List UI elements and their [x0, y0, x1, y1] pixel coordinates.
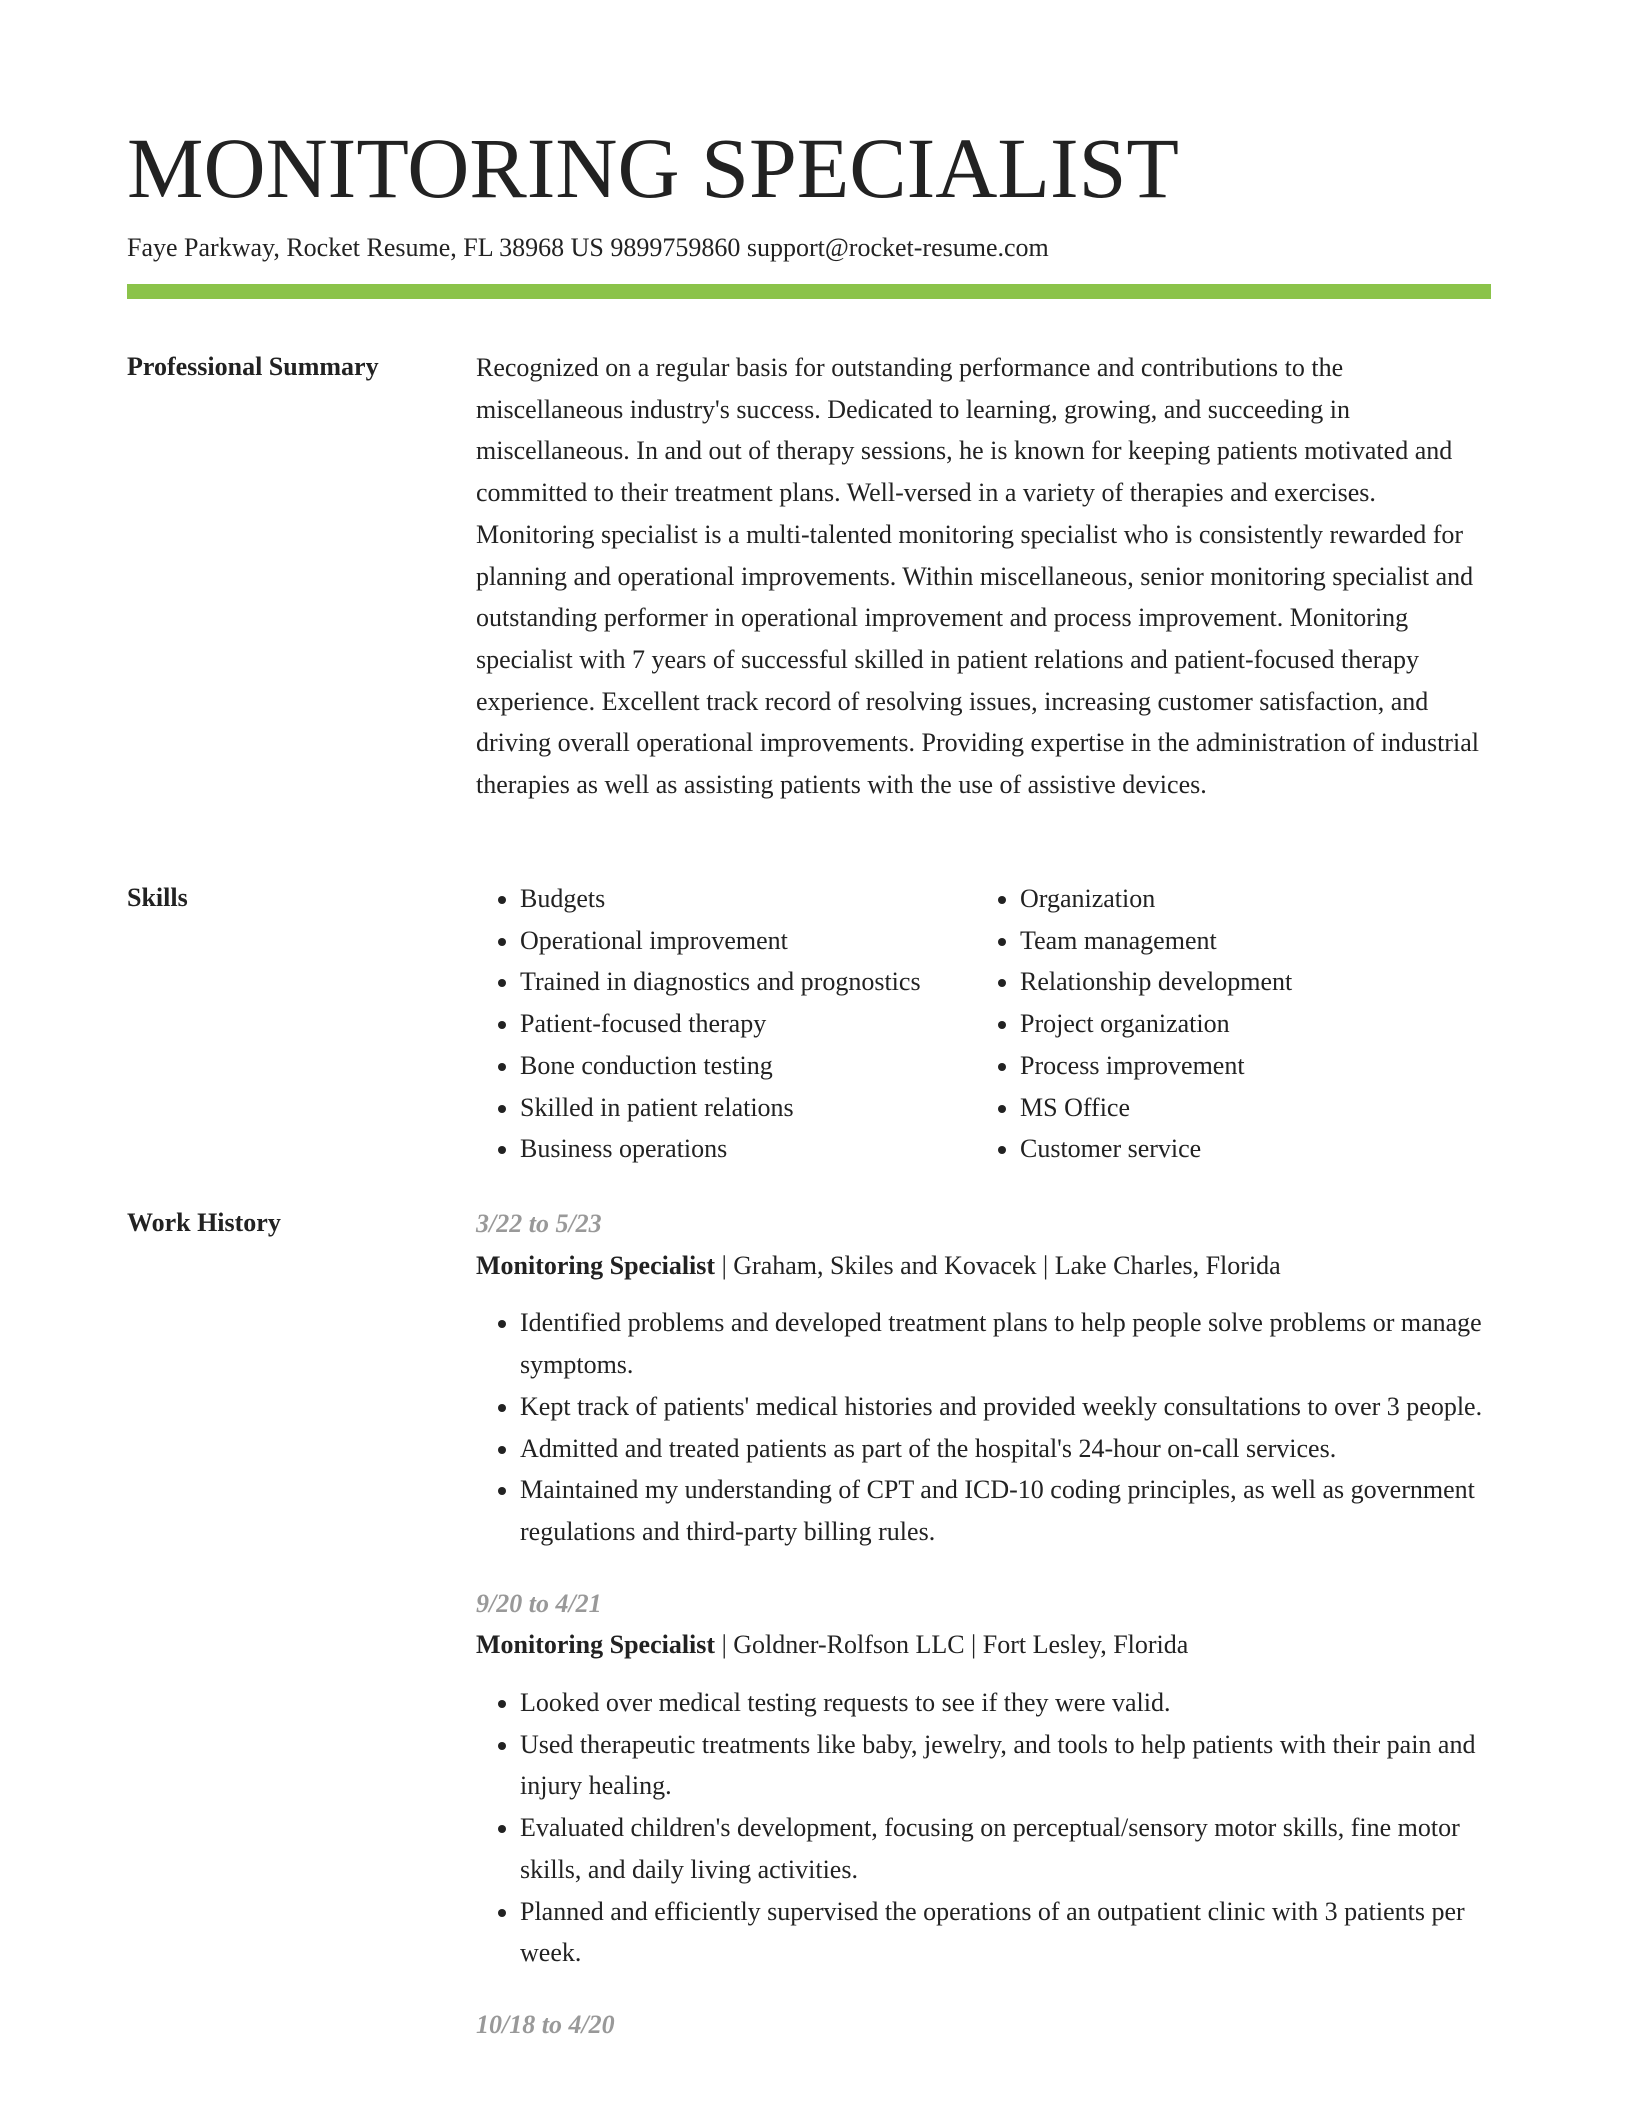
skill-item: • Skilled in patient relations [520, 1087, 976, 1129]
job-bullet: • Kept track of patients' medical histories and provided weekly consultations to over 3 people. [520, 1386, 1492, 1428]
section-label-summary: Professional Summary [127, 352, 379, 381]
job-bullet: • Identified problems and developed treatment plans to help people solve problems or manage symptoms. [520, 1302, 1492, 1385]
job-dates: 10/18 to 4/20 [476, 2009, 615, 2039]
job-bullet: • Maintained my understanding of CPT and ICD-10 coding principles, as well as government regulations and third-party billing rules. [520, 1469, 1492, 1552]
job-employer-location: | Goldner-Rolfson LLC | Fort Lesley, Florida [715, 1630, 1189, 1660]
skill-item: • Process improvement [1020, 1045, 1292, 1087]
job-dates: 3/22 to 5/23 [476, 1209, 602, 1238]
job-bullets [476, 1682, 1492, 1974]
job-bullet: • Evaluated children's development, focusing on perceptual/sensory motor skills, fine motor skills, and daily living activities. [520, 1807, 1492, 1890]
job-entry [476, 1203, 1492, 1553]
job-bullet: • Planned and efficiently supervised the operations of an outpatient clinic with 3 patients per week. [520, 1891, 1492, 1974]
job-bullet: • Admitted and treated patients as part of the hospital's 24-hour on-call services. [520, 1428, 1492, 1470]
job-title: Monitoring Specialist [476, 1250, 716, 1280]
skill-item: • MS Office [1020, 1087, 1292, 1129]
summary-text: Recognized on a regular basis for outstanding performance and contributions to the miscellaneous industry's success. Dedicated to learning, growing, and succeeding in miscellaneous. In and out of therapy sessions, he is known for keeping patients motivated and committed to their treatment plans. Well-versed in a variety of therapies and exercises. Monitoring specialist is a multi-talented monitoring specialist who is consistently rewarded for planning and operational improvements. Within miscellaneous, senior monitoring specialist and outstanding performer in operational improvement and process improvement. Monitoring specialist with 7 years of successful skilled in patient relations and patient-focused therapy experience. Excellent track record of resolving issues, increasing customer satisfaction, and driving overall operational improvements. Providing expertise in the administration of industrial therapies as well as assisting patients with the use of assistive devices. [476, 353, 1479, 800]
skill-item: • Customer service [1020, 1128, 1292, 1170]
job-bullet: • Used therapeutic treatments like baby, jewelry, and tools to help patients with their pain and injury healing. [520, 1724, 1492, 1807]
job-heading [476, 1245, 1492, 1287]
job-entry [476, 1583, 1492, 1974]
work-history-section [476, 1203, 1492, 2076]
skills-section [476, 878, 1492, 1170]
skill-item: • Business operations [520, 1128, 976, 1170]
skill-item: • Trained in diagnostics and prognostics [520, 961, 976, 1003]
job-bullet: • Looked over medical testing requests to see if they were valid. [520, 1682, 1492, 1724]
job-title: Monitoring Specialist [476, 1630, 716, 1660]
skill-item: • Organization [1020, 878, 1292, 920]
resume-title: MONITORING SPECIALIST [127, 120, 1179, 216]
section-label-work-history: Work History [127, 1208, 281, 1237]
skill-item: • Operational improvement [520, 920, 976, 962]
contact-info: Faye Parkway, Rocket Resume, FL 38968 US 9899759860 support@rocket-resume.com [127, 233, 1049, 262]
skills-list-right [976, 878, 1292, 1170]
job-entry [476, 2004, 1492, 2046]
job-dates: 9/20 to 4/21 [476, 1588, 602, 1618]
skill-item: • Bone conduction testing [520, 1045, 976, 1087]
skill-item: • Relationship development [1020, 961, 1292, 1003]
section-label-skills: Skills [127, 883, 188, 912]
job-employer-location: | Graham, Skiles and Kovacek | Lake Charles, Florida [715, 1250, 1281, 1280]
skill-item: • Project organization [1020, 1003, 1292, 1045]
summary-section [476, 347, 1492, 806]
skill-item: • Team management [1020, 920, 1292, 962]
skills-list-left [476, 878, 976, 1170]
skill-item: • Patient-focused therapy [520, 1003, 976, 1045]
header-divider [127, 284, 1491, 299]
job-heading [476, 1624, 1492, 1666]
skill-item: • Budgets [520, 878, 976, 920]
job-bullets [476, 1302, 1492, 1552]
